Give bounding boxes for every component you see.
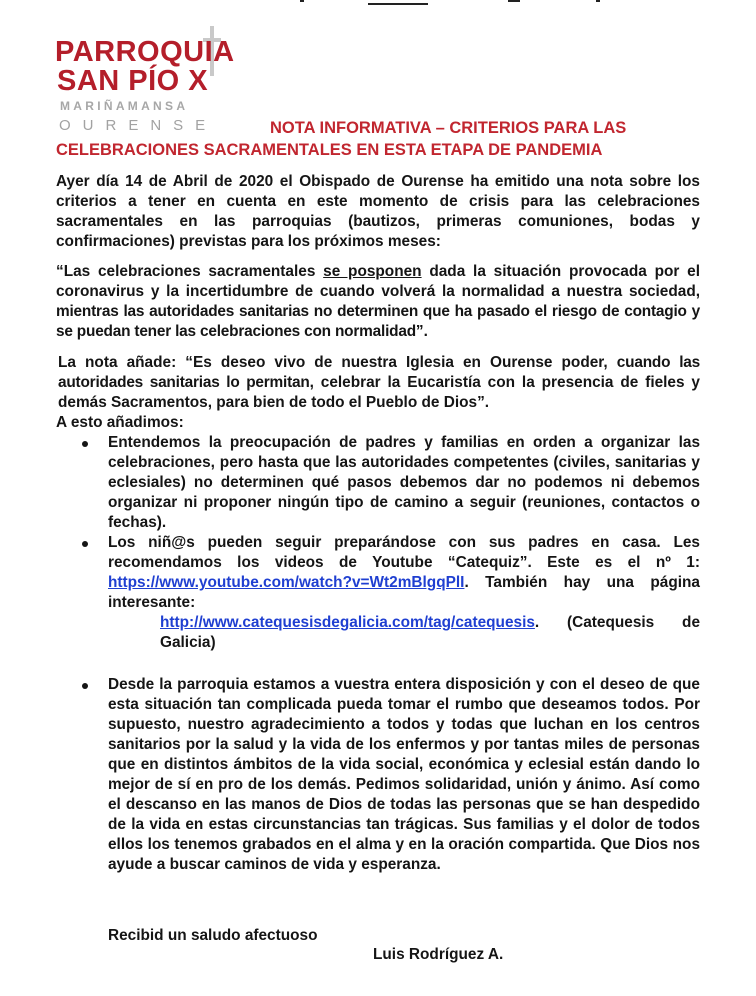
bullet-icon <box>82 683 88 689</box>
bullet-3-text: Desde la parroquia estamos a vuestra entera disposición y con el deseo de que esta situación tan complicada pueda tomar el rumbo que deseamos todos. Por supuesto, nuestro agradecimiento a todos y todas que luchan en los centros sanitarios por la salud y la vida de los enfermos y por tantas miles de personas que en distintos ámbitos de la vida social, económica y eclesial están dando lo mejor de sí en pro de los demás. Pedimos solidaridad, unión y ánimo. Así como el descanso en las manos de Dios de todas las personas que se han despedido de la vida en estas circunstancias tan trágicas. Sus familias y el dolor de todos ellos los tenemos grabados en el alma y en la oración compartida. Que Dios nos ayude a buscar caminos de vida y esperanza. <box>108 676 700 873</box>
list-item <box>56 533 700 653</box>
catequesis-link-line <box>108 613 700 653</box>
bullet-2-text-1: Los niñ@s pueden seguir preparándose con sus padres en casa. Les recomendamos los videos de Youtube “Catequiz”. Este es el nº 1: <box>108 534 700 571</box>
bullet-icon <box>82 541 88 547</box>
quote-end: ”. <box>415 323 428 340</box>
note-text-1: La nota añade: “Es deseo vivo de nuestra Iglesia en Ourense poder, <box>58 354 617 371</box>
list-item <box>56 433 700 533</box>
note-paragraph <box>56 353 700 413</box>
quote-paragraph <box>56 262 700 342</box>
logo-line-san-pio: SAN PÍO X <box>57 65 209 97</box>
logo-line-parroquia: PARROQUIA <box>55 36 235 68</box>
note-emphasis: cuando las autoridades sanitarias lo permitan <box>58 354 700 391</box>
quote-text-1: “Las celebraciones sacramentales <box>56 263 324 280</box>
bullet-icon <box>82 441 88 447</box>
heading-line-1: NOTA INFORMATIVA – CRITERIOS PARA LAS <box>270 119 627 137</box>
quote-emphasis: mientras las autoridades sanitarias no determinen que ha pasado el riesgo de contagio y se puedan tener las celebraciones con normalidad <box>56 303 700 340</box>
bullet-list <box>56 433 700 875</box>
youtube-link[interactable]: https://www.youtube.com/watch?v=Wt2mBlgqPlI <box>108 574 465 591</box>
document-heading <box>56 117 696 161</box>
add-label: A esto añadimos: <box>56 414 184 431</box>
document-body <box>56 172 700 875</box>
intro-paragraph: Ayer día 14 de Abril de 2020 el Obispado de Ourense ha emitido una nota sobre los criterios a tener en cuenta en este momento de crisis para las celebraciones sacramentales en las parroquias (bautizos, primeras comuniones, bodas y confirmaciones) previstas para los próximos meses: <box>56 173 700 250</box>
note-text-2: , celebrar la Eucaristía con la presencia de fieles y demás Sacramentos, para bien de todo el Pueblo de Dios”. <box>58 374 700 411</box>
catequesis-link[interactable]: http://www.catequesisdegalicia.com/tag/catequesis <box>160 614 535 631</box>
bullet-2-text-2: . También hay una página interesante: <box>108 574 700 611</box>
logo-subtitle: MARIÑAMANSA <box>60 99 189 113</box>
bullet-1-text: Entendemos la preocupación de padres y familias en orden a organizar las celebraciones, pero hasta que las autoridades competentes (civiles, sanitarias y eclesiales) no determinen qué pasos debemos dar no podemos ni debemos organizar ni proponer ningún tipo de camino a seguir (reuniones, contactos o fechas). <box>108 434 700 531</box>
list-item <box>56 675 700 875</box>
logo-city: OURENSE <box>59 117 218 134</box>
bullet-2-text-3: . (Catequesis de Galicia) <box>160 614 700 651</box>
quote-underlined: se posponen <box>323 263 422 280</box>
signature: Luis Rodríguez A. <box>373 946 504 963</box>
heading-line-2: CELEBRACIONES SACRAMENTALES EN ESTA ETAPA DE PANDEMIA <box>56 141 603 159</box>
quote-text-2: dada la situación provocada por el coronavirus y la incertidumbre de cuando volverá la normalidad a nuestra sociedad, <box>56 263 700 300</box>
cropped-top-text-fragment <box>300 0 600 6</box>
closing-greeting: Recibid un saludo afectuoso <box>108 927 318 944</box>
